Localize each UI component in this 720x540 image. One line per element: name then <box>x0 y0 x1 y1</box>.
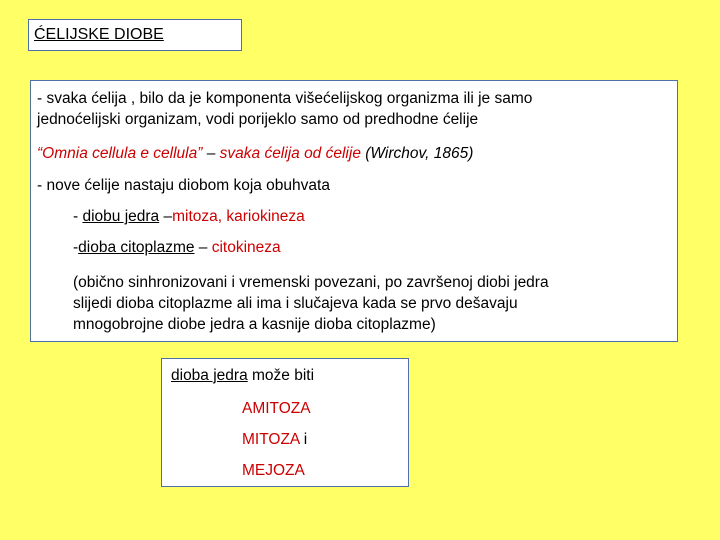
nuclear-term: diobu jedra <box>82 208 160 225</box>
side-heading-rest: može biti <box>247 367 315 384</box>
note-line-1: (obično sinhronizovani i vremenski povezani, po završenoj diobi jedra <box>73 274 549 291</box>
title-box <box>28 19 242 51</box>
side-heading <box>171 366 314 386</box>
intro-line-2: jednoćelijski organizam, vodi porijeklo samo od predhodne ćelije <box>37 111 479 128</box>
cytoplasm-division-line <box>73 238 281 258</box>
quote-source: (Wirchov, 1865) <box>360 145 474 162</box>
type-amitoza: AMITOZA <box>242 400 311 417</box>
quote-translation: svaka ćelija od ćelije <box>219 145 361 162</box>
nuclear-division-types-box <box>161 358 409 487</box>
nuclear-division-line <box>73 207 305 227</box>
type-mejoza: MEJOZA <box>242 462 305 479</box>
type-mitoza: MITOZA <box>242 431 300 448</box>
type-mitoza-suffix: i <box>299 431 308 448</box>
type-mitoza-line <box>242 430 307 450</box>
side-heading-term: dioba jedra <box>171 367 248 384</box>
page-title: ĆELIJSKE DIOBE <box>34 26 164 43</box>
cyto-name: citokineza <box>211 239 281 256</box>
cyto-dash: – <box>194 239 212 256</box>
quote-line <box>37 144 473 164</box>
quote-dash: – <box>202 145 220 162</box>
note-line-3: mnogobrojne diobe jedra a kasnije dioba citoplazme) <box>73 316 436 333</box>
intro-line-1: - svaka ćelija , bilo da je komponenta višećelijskog organizma ili je samo <box>37 90 533 107</box>
nuclear-names: mitoza, kariokineza <box>172 208 305 225</box>
quote-latin: “Omnia cellula e cellula” <box>37 145 203 162</box>
division-intro: - nove ćelije nastaju diobom koja obuhvata <box>37 177 330 194</box>
note-line-2: slijedi dioba citoplazme ali ima i slučajeva kada se prvo dešavaju <box>73 295 518 312</box>
nuclear-dash: – <box>159 208 173 225</box>
cyto-term: dioba citoplazme <box>78 239 195 256</box>
cyto-prefix: - <box>73 239 79 256</box>
main-text-box <box>30 80 678 342</box>
nuclear-prefix: - <box>73 208 83 225</box>
